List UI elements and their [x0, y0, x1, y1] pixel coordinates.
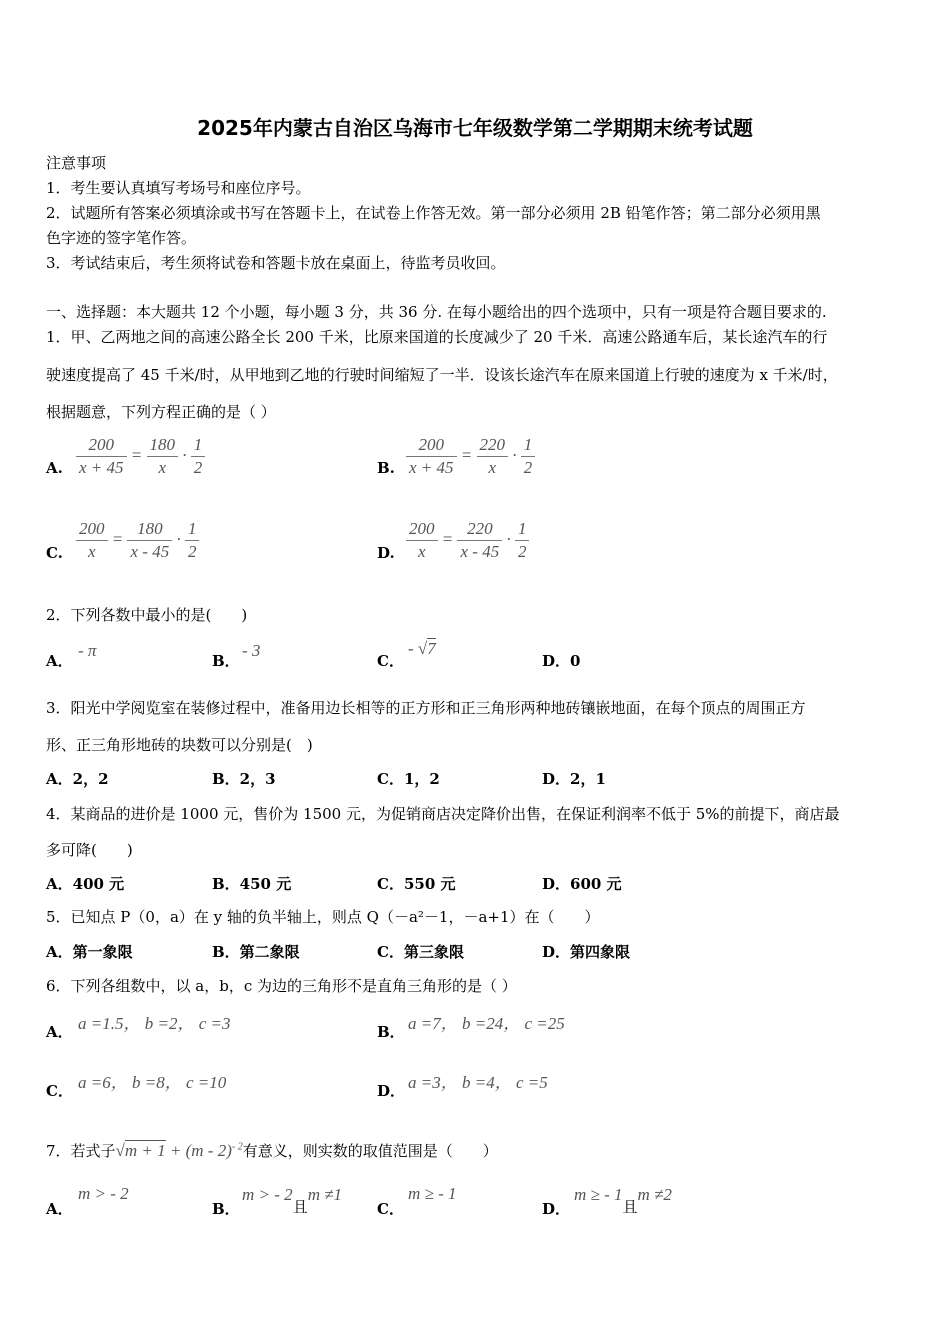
- notice-item-3: 3．考试结束后，考生须将试卷和答题卡放在桌面上，待监考员收回。: [46, 254, 506, 272]
- q7-option-b-label: B．: [212, 1200, 240, 1218]
- q1-line-3: 根据题意，下列方程正确的是（ ）: [46, 403, 276, 421]
- q6-option-b-value: a =7， b =24， c =25: [408, 1014, 565, 1033]
- q1-option-a-equation: $\frac{200}{x + 45}$ = $\frac{180}{x}$ · $\frac{1}{2}$: [76, 434, 205, 479]
- q4-option-b: B．450 元: [212, 875, 292, 893]
- q4-option-c: C．550 元: [377, 875, 456, 893]
- q7-option-a-value: m > - 2: [78, 1184, 129, 1203]
- q5-option-d: D．第四象限: [542, 943, 631, 961]
- q4-line-2: 多可降( ): [46, 841, 133, 859]
- q2-option-d: D．0: [542, 652, 581, 670]
- q1-line-2: 驶速度提高了 45 千米/时，从甲地到乙地的行驶时间缩短了一半．设该长途汽车在原来国道上行驶的速度为 x 千米/时，: [46, 366, 838, 384]
- q2-option-b-label: B．: [212, 652, 240, 670]
- q7-expression: √m + 1 + (m - 2)$^{- 2}$: [115, 1141, 243, 1160]
- q6-option-d-label: D．: [377, 1082, 406, 1100]
- q2-option-c-value: - √7: [408, 639, 436, 658]
- q6-option-c-value: a =6， b =8， c =10: [78, 1073, 227, 1092]
- q6-option-a-label: A．: [46, 1023, 73, 1041]
- q6-option-c-label: C．: [46, 1082, 73, 1100]
- q1-option-c-label: C.: [46, 544, 63, 562]
- q1-option-a-label: A.: [46, 459, 63, 477]
- q7-option-a-label: A．: [46, 1200, 73, 1218]
- q1-option-d-label: D.: [377, 544, 395, 562]
- q4-line-1: 4．某商品的进价是 1000 元，售价为 1500 元，为促销商店决定降价出售，在保证利润率不低于 5%的前提下，商店最: [46, 805, 840, 823]
- page-title: 2025年内蒙古自治区乌海市七年级数学第二学期期末统考试题: [197, 116, 753, 140]
- q7-option-c-value: m ≥ - 1: [408, 1184, 457, 1203]
- notice-item-1: 1．考生要认真填写考场号和座位序号。: [46, 179, 311, 197]
- q1-option-b-label: B.: [377, 459, 395, 477]
- q2-stem: 2．下列各数中最小的是( ): [46, 606, 248, 624]
- q1-option-d-equation: $\frac{200}{x}$ = $\frac{220}{x - 45}$ · $\frac{1}{2}$: [406, 518, 529, 563]
- q2-option-a-value: - π: [78, 641, 97, 660]
- q5-stem: 5．已知点 P（0，a）在 y 轴的负半轴上，则点 Q（－a²－1，－a+1）在（ ）: [46, 908, 600, 926]
- notice-item-2-cont: 色字迹的签字笔作答。: [46, 229, 197, 247]
- q2-option-a-label: A．: [46, 652, 73, 670]
- notice-heading: 注意事项: [46, 154, 107, 172]
- q7-option-b-value: m > - 2且m ≠1: [242, 1185, 343, 1216]
- q5-option-a: A．第一象限: [46, 943, 133, 961]
- q5-option-b: B．第二象限: [212, 943, 300, 961]
- q7-option-d-value: m ≥ - 1且m ≠2: [574, 1185, 672, 1216]
- q3-option-c: C．1，2: [377, 770, 440, 788]
- q2-option-b-value: - 3: [242, 641, 261, 660]
- q6-stem: 6．下列各组数中，以 a，b，c 为边的三角形不是直角三角形的是（ ）: [46, 977, 517, 995]
- q7-stem: 7．若式子√m + 1 + (m - 2)$^{- 2}$有意义，则实数的取值范围是（ ）: [46, 1141, 498, 1160]
- section-heading: 一、选择题：本大题共 12 个小题，每小题 3 分，共 36 分. 在每小题给出的四个选项中，只有一项是符合题目要求的.: [46, 303, 827, 321]
- q3-option-b: B．2，3: [212, 770, 276, 788]
- q3-option-d: D．2，1: [542, 770, 606, 788]
- q4-option-a: A．400 元: [46, 875, 125, 893]
- sqrt-icon: √: [115, 1141, 125, 1160]
- q6-option-d-value: a =3， b =4， c =5: [408, 1073, 548, 1092]
- q6-option-a-value: a =1.5， b =2， c =3: [78, 1014, 231, 1033]
- q1-line-1: 1．甲、乙两地之间的高速公路全长 200 千米，比原来国道的长度减少了 20 千米．高速公路通车后，某长途汽车的行: [46, 328, 828, 346]
- q1-option-b-equation: $\frac{200}{x + 45}$ = $\frac{220}{x}$ · $\frac{1}{2}$: [406, 434, 535, 479]
- q6-option-b-label: B．: [377, 1023, 405, 1041]
- notice-item-2: 2．试题所有答案必须填涂或书写在答题卡上，在试卷上作答无效。第一部分必须用 2B 铅笔作答；第二部分必须用黑: [46, 204, 821, 222]
- q3-line-1: 3．阳光中学阅览室在装修过程中，准备用边长相等的正方形和正三角形两种地砖镶嵌地面，在每个顶点的周围正方: [46, 699, 806, 717]
- q7-option-c-label: C．: [377, 1200, 404, 1218]
- q2-option-c-label: C．: [377, 652, 404, 670]
- q3-line-2: 形、正三角形地砖的块数可以分别是( ): [46, 736, 313, 754]
- q4-option-d: D．600 元: [542, 875, 622, 893]
- sqrt-icon: √: [417, 639, 428, 658]
- q7-option-d-label: D．: [542, 1200, 571, 1218]
- q3-option-a: A．2，2: [46, 770, 109, 788]
- q5-option-c: C．第三象限: [377, 943, 464, 961]
- q1-option-c-equation: $\frac{200}{x}$ = $\frac{180}{x - 45}$ · $\frac{1}{2}$: [76, 518, 199, 563]
